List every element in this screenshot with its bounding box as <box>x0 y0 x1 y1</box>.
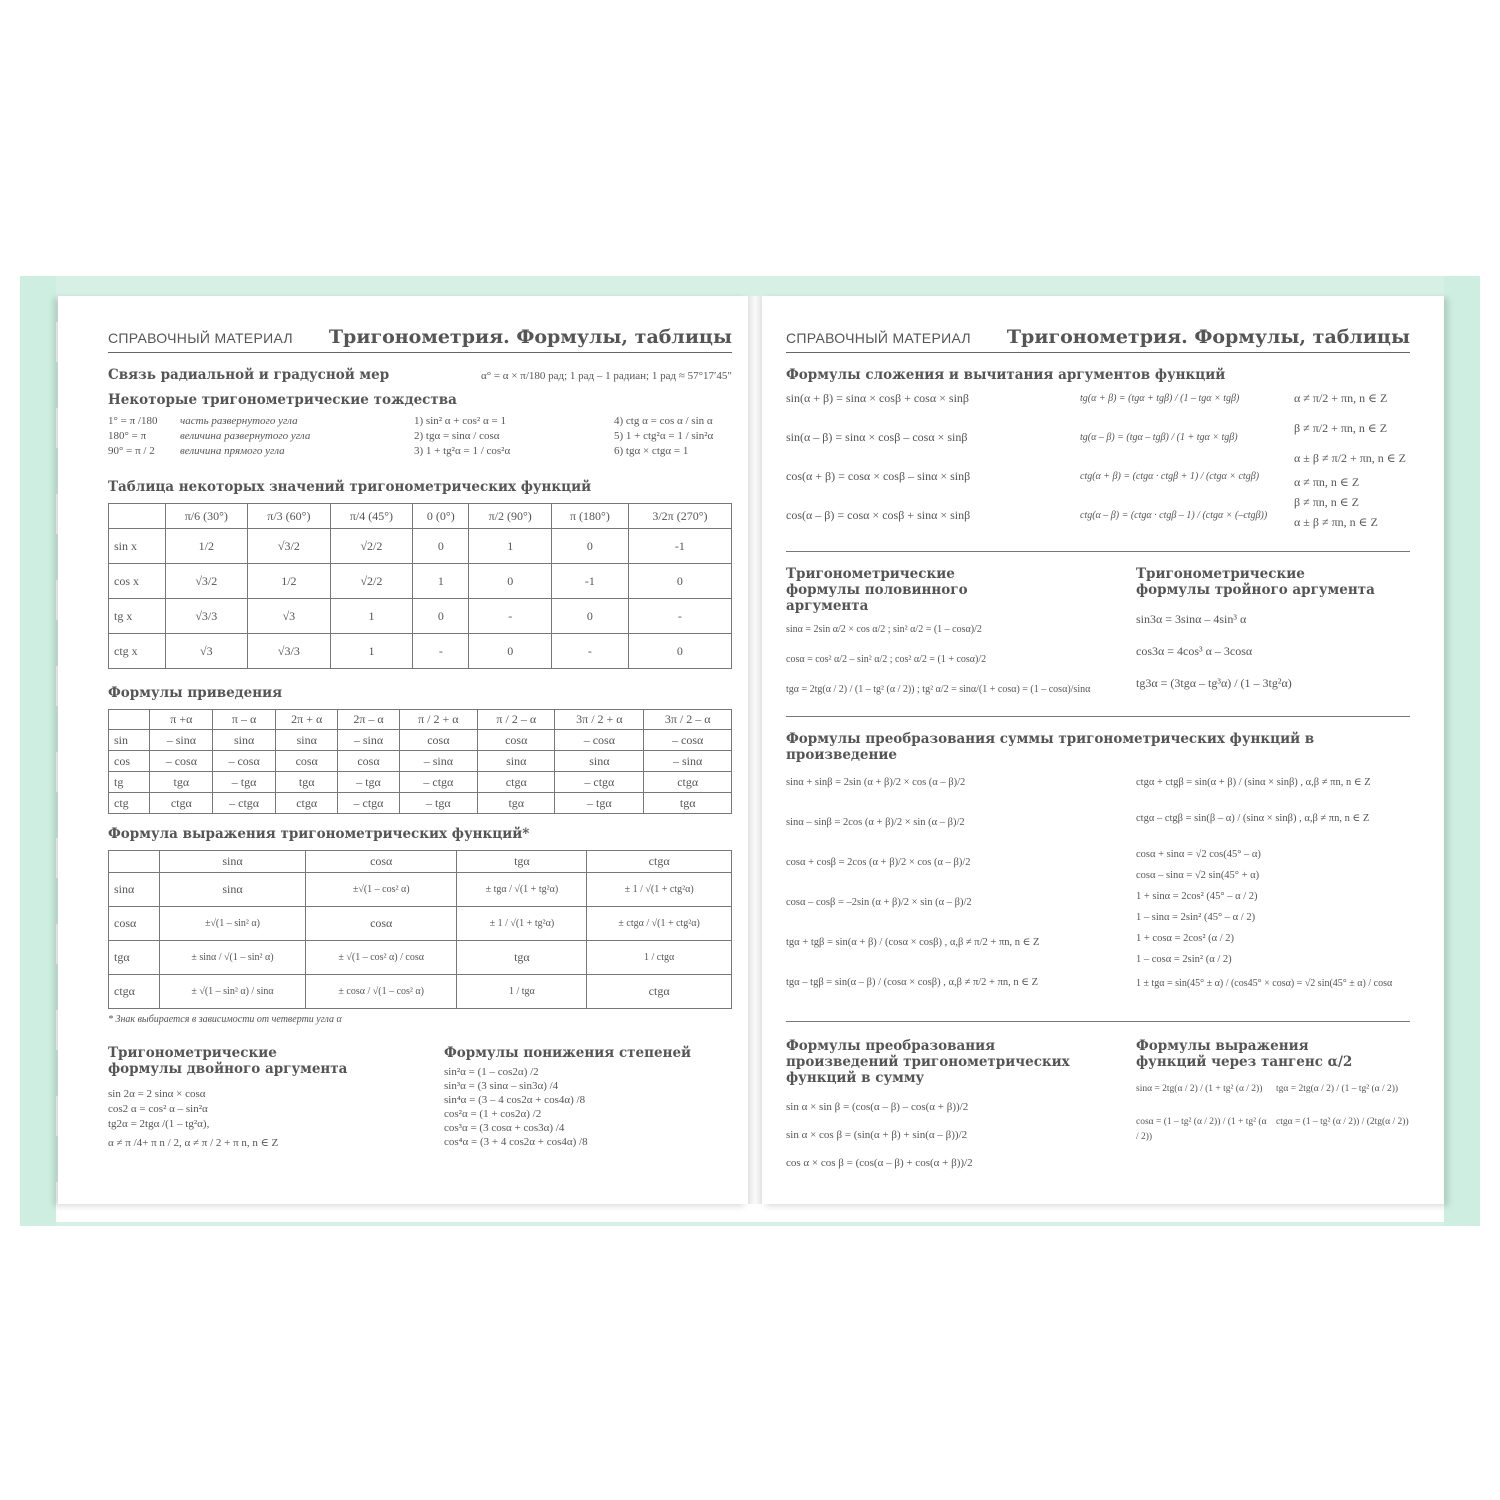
addition-col-1 <box>786 391 1080 547</box>
table-cell: – cosα <box>150 751 213 772</box>
table-cell: – cosα <box>644 730 732 751</box>
formula-line: cos³α = (3 cosα + cos3α) /4 <box>444 1122 565 1134</box>
table-header: π (180°) <box>551 504 628 529</box>
formula-line: tg2α = 2tgα /(1 – tg²α), <box>108 1118 210 1130</box>
table-cell: cos <box>109 751 150 772</box>
formula-line: tgα + tgβ = sin(α + β) / (cosα × cosβ) , α,β ≠ π/2 + πn, n ∈ Z <box>786 937 1040 948</box>
table-cell: 1 <box>330 634 413 669</box>
formula-line: cosα – cosβ = –2sin (α + β)/2 × sin (α – β)/2 <box>786 897 972 908</box>
table-cell: 0 <box>413 599 469 634</box>
table-cell: cosα <box>275 751 337 772</box>
radian-heading: Связь радиальной и градусной мер <box>108 367 390 383</box>
table-cell: ctgα <box>478 772 555 793</box>
radian-section <box>108 367 732 384</box>
table-cell: ctgα <box>109 975 160 1009</box>
page-header <box>786 326 1410 353</box>
formula-line: tgα = 2tg(α / 2) / (1 – tg² (α / 2)) ; tg² α/2 = sinα/(1 + cosα) = (1 – cosα)/sinα <box>786 684 1091 695</box>
table-cell: – ctgα <box>213 793 276 814</box>
formula-line: cos α × cos β = (cos(α – β) + cos(α + β))/2 <box>786 1157 973 1169</box>
table-cell: 1 <box>413 564 469 599</box>
table-header-row <box>109 504 732 529</box>
addition-block <box>786 391 1410 547</box>
formula-line: tg(α + β) = (tgα + tgβ) / (1 – tgα × tgβ) <box>1080 393 1240 404</box>
angle-desc: часть развернутого угла <box>180 415 298 427</box>
table-cell: – ctgα <box>399 772 478 793</box>
table-cell: -1 <box>628 529 731 564</box>
formula-line: sin⁴α = (3 – 4 cos2α + cos4α) /8 <box>444 1094 586 1106</box>
formula-line: tgα – tgβ = sin(α – β) / (cosα × cosβ) , α,β ≠ π/2 + πn, n ∈ Z <box>786 977 1039 988</box>
formula-line: cosα = (1 – tg² (α / 2)) / (1 + tg² (α / 2)) <box>1136 1117 1267 1142</box>
formula-line: sinα = 2sin α/2 × cos α/2 ; sin² α/2 = (1 – cosα)/2 <box>786 624 982 635</box>
table-cell: √2/2 <box>330 564 413 599</box>
section-label: СПРАВОЧНЫЙ МАТЕРИАЛ <box>786 330 971 346</box>
table-cell: √3/2 <box>248 529 331 564</box>
formula-line: sin 2α = 2 sinα × cosα <box>108 1088 206 1100</box>
reduction-table <box>108 709 732 814</box>
table-cell: tgα <box>150 772 213 793</box>
table-header: 0 (0°) <box>413 504 469 529</box>
formula-line: cos(α – β) = cosα × cosβ + sinα × sinβ <box>786 508 971 522</box>
radian-formula: α° = α × π/180 рад; 1 рад – 1 радиан; 1 рад ≈ 57°17′45″ <box>480 370 732 382</box>
angle-desc: величина развернутого угла <box>180 430 311 442</box>
formula-line: 1 + cosα = 2cos² (α / 2) <box>1136 933 1235 944</box>
addition-col-3 <box>1294 391 1406 547</box>
identity: 4) ctg α = cos α / sin α <box>614 415 713 427</box>
table-cell: 1/2 <box>248 564 331 599</box>
angle-value: 90° = π / 2 <box>108 445 155 457</box>
right-page <box>762 296 1444 1204</box>
half-tangent-heading: Формулы выражения функций через тангенс α/2 <box>1136 1038 1353 1070</box>
table-cell: - <box>628 599 731 634</box>
product-tangent-section <box>786 1038 1410 1184</box>
table-cell: – tgα <box>399 793 478 814</box>
formula-line: tg(α – β) = (tgα – tgβ) / (1 + tgα × tgβ) <box>1080 432 1238 443</box>
table-header: 3π / 2 – α <box>644 710 732 730</box>
table-header: 2π – α <box>338 710 399 730</box>
formula-line: sinα + sinβ = 2sin (α + β)/2 × cos (α – β)/2 <box>786 777 966 788</box>
formula-line: cos3α = 4cos³ α – 3cosα <box>1136 644 1253 658</box>
table-row <box>109 634 732 669</box>
formula-line: tg3α = (3tgα – tg³α) / (1 – 3tg²α) <box>1136 676 1292 690</box>
formula-line: sin³α = (3 sinα – sin3α) /4 <box>444 1080 559 1092</box>
angle-desc: величина прямого угла <box>180 445 285 457</box>
table-cell: – tgα <box>338 772 399 793</box>
table-cell: √3 <box>248 599 331 634</box>
formula-line: α ≠ π /4+ π n / 2, α ≠ π / 2 + π n, n ∈ Z <box>108 1137 279 1149</box>
values-table-heading: Таблица некоторых значений тригонометрических функций <box>108 479 592 495</box>
table-cell: cosα <box>305 907 457 941</box>
triple-arg-heading: Тригонометрические формулы тройного аргумента <box>1136 566 1375 598</box>
table-cell: ± √(1 – sin² α) / sinα <box>160 975 306 1009</box>
page-title: Тригонометрия. Формулы, таблицы <box>1006 326 1410 348</box>
table-cell: ctgα <box>275 793 337 814</box>
half-triple-section <box>786 566 1410 712</box>
section-label: СПРАВОЧНЫЙ МАТЕРИАЛ <box>108 330 293 346</box>
table-cell: – sinα <box>150 730 213 751</box>
table-cell: sinα <box>213 730 276 751</box>
left-page <box>58 296 748 1204</box>
formula-line: cos²α = (1 + cos2α) /2 <box>444 1108 542 1120</box>
table-cell: -1 <box>551 564 628 599</box>
power-section <box>444 1045 732 1151</box>
table-cell: – tgα <box>555 793 644 814</box>
table-cell: - <box>413 634 469 669</box>
angle-value: 180° = π <box>108 430 147 442</box>
table-cell: ± ctgα / √(1 + ctg²α) <box>587 907 732 941</box>
half-arg-heading: Тригонометрические формулы половинного аргумента <box>786 566 968 614</box>
table-header <box>109 504 166 529</box>
table-cell: 0 <box>551 529 628 564</box>
table-header: 2π + α <box>275 710 337 730</box>
formula-line: sinα = 2tg(α / 2) / (1 + tg² (α / 2)) <box>1136 1084 1263 1094</box>
formula-line: α ± β ≠ π/2 + πn, n ∈ Z <box>1294 451 1406 465</box>
table-cell: tgα <box>478 793 555 814</box>
identity: 2) tgα = sinα / cosα <box>414 430 500 442</box>
table-cell: sinα <box>555 751 644 772</box>
table-header: π – α <box>213 710 276 730</box>
table-cell: sinα <box>160 873 306 907</box>
sum-to-product-block <box>786 775 1410 1015</box>
table-row <box>109 941 732 975</box>
expression-heading: Формула выражения тригонометрических функций* <box>108 826 530 842</box>
addition-heading: Формулы сложения и вычитания аргументов функций <box>786 367 1226 383</box>
page-title: Тригонометрия. Формулы, таблицы <box>328 326 732 348</box>
formula-line: 1 + sinα = 2cos² (45° – α / 2) <box>1136 891 1258 902</box>
product-to-sum-heading: Формулы преобразования произведений тригонометрических функций в сумму <box>786 1038 1070 1086</box>
table-cell: cosα <box>109 907 160 941</box>
table-cell: sinα <box>109 873 160 907</box>
table-cell: – sinα <box>338 730 399 751</box>
identities-col-2 <box>414 414 614 459</box>
table-cell: cos x <box>109 564 166 599</box>
table-cell: √3/3 <box>248 634 331 669</box>
table-cell: 0 <box>551 599 628 634</box>
table-row <box>109 772 732 793</box>
table-cell: ± sinα / √(1 – sin² α) <box>160 941 306 975</box>
table-cell: 0 <box>469 634 552 669</box>
values-table <box>108 503 732 669</box>
table-cell: tgα <box>457 941 587 975</box>
formula-line: cosα + cosβ = 2cos (α + β)/2 × cos (α – β)/2 <box>786 857 971 868</box>
sum-to-product-col-1 <box>786 775 1136 1015</box>
table-header: π/6 (30°) <box>165 504 248 529</box>
table-cell: tgα <box>644 793 732 814</box>
table-cell: cosα <box>478 730 555 751</box>
product-to-sum-section <box>786 1038 1136 1184</box>
identity: 6) tgα × ctgα = 1 <box>614 445 689 457</box>
table-cell: √3/3 <box>165 599 248 634</box>
table-cell: tg <box>109 772 150 793</box>
table-cell: 0 <box>628 634 731 669</box>
table-cell: ctgα <box>644 772 732 793</box>
formula-line: sin3α = 3sinα – 4sin³ α <box>1136 612 1247 626</box>
formula-line: 1 – cosα = 2sin² (α / 2) <box>1136 954 1232 965</box>
identities-block <box>108 414 732 459</box>
table-cell: ±√(1 – sin² α) <box>160 907 306 941</box>
table-row <box>109 907 732 941</box>
table-cell: ± cosα / √(1 – cos² α) <box>305 975 457 1009</box>
formula-line: cos2 α = cos² α – sin²α <box>108 1103 208 1115</box>
table-cell: – sinα <box>644 751 732 772</box>
formula-line: sin α × sin β = (cos(α – β) – cos(α + β))/2 <box>786 1101 969 1113</box>
table-cell: cosα <box>399 730 478 751</box>
table-header: cosα <box>305 851 457 873</box>
table-cell: ± 1 / √(1 + tg²α) <box>457 907 587 941</box>
table-header: π / 2 + α <box>399 710 478 730</box>
divider <box>786 716 1410 717</box>
formula-line: ctg(α + β) = (ctgα · ctgβ + 1) / (ctgα × ctgβ) <box>1080 471 1260 482</box>
table-cell: ± tgα / √(1 + tg²α) <box>457 873 587 907</box>
table-header <box>109 851 160 873</box>
cover-edge-right <box>1444 276 1480 1226</box>
table-header: sinα <box>160 851 306 873</box>
table-cell: √3/2 <box>165 564 248 599</box>
formula-line: ctgα – ctgβ = sin(β – α) / (sinα × sinβ) , α,β ≠ πn, n ∈ Z <box>1136 813 1370 824</box>
identity: 5) 1 + ctg²α = 1 / sin²α <box>614 430 714 442</box>
table-cell: 1 <box>469 529 552 564</box>
formula-line: cos⁴α = (3 + 4 cos2α + cos4α) /8 <box>444 1136 588 1148</box>
table-header-row <box>109 851 732 873</box>
identity: 3) 1 + tg²α = 1 / cos²α <box>414 445 511 457</box>
formula-line: 1 ± tgα = sin(45° ± α) / (cos45° × cosα) = √2 sin(45° ± α) / cosα <box>1136 978 1393 989</box>
table-cell: tgα <box>275 772 337 793</box>
table-cell: ± 1 / √(1 + ctg²α) <box>587 873 732 907</box>
sum-to-product-col-2 <box>1136 775 1410 1015</box>
table-row <box>109 975 732 1009</box>
table-cell: ctgα <box>587 975 732 1009</box>
table-cell: ± √(1 – cos² α) / cosα <box>305 941 457 975</box>
table-cell: √2/2 <box>330 529 413 564</box>
table-cell: sin x <box>109 529 166 564</box>
table-cell: 1 / ctgα <box>587 941 732 975</box>
table-row <box>109 529 732 564</box>
table-cell: tg x <box>109 599 166 634</box>
table-cell: ctg <box>109 793 150 814</box>
table-header: π / 2 – α <box>478 710 555 730</box>
table-cell: sinα <box>275 730 337 751</box>
table-header: π/3 (60°) <box>248 504 331 529</box>
half-arg-section <box>786 566 1136 712</box>
table-cell: 0 <box>469 564 552 599</box>
table-row <box>109 793 732 814</box>
table-header-row <box>109 710 732 730</box>
formula-line: cos(α + β) = cosα × cosβ – sinα × sinβ <box>786 469 971 483</box>
table-cell: – cosα <box>213 751 276 772</box>
table-header <box>109 710 150 730</box>
angle-value: 1° = π /180 <box>108 415 158 427</box>
table-header: 3/2π (270°) <box>628 504 731 529</box>
formula-line: cosα = cos² α/2 – sin² α/2 ; cos² α/2 = (1 + cosα)/2 <box>786 654 987 665</box>
triple-arg-section <box>1136 566 1410 712</box>
table-header: π/2 (90°) <box>469 504 552 529</box>
table-header: ctgα <box>587 851 732 873</box>
table-cell: 0 <box>628 564 731 599</box>
table-row <box>109 599 732 634</box>
expression-table <box>108 850 732 1009</box>
divider <box>786 1021 1410 1022</box>
table-cell: ctgα <box>150 793 213 814</box>
table-header: π +α <box>150 710 213 730</box>
table-cell: – cosα <box>555 730 644 751</box>
table-header: π/4 (45°) <box>330 504 413 529</box>
table-row <box>109 751 732 772</box>
table-row <box>109 730 732 751</box>
table-cell: – sinα <box>399 751 478 772</box>
formula-line: cosα – sinα = √2 sin(45° + α) <box>1136 870 1260 881</box>
formula-line: sin(α – β) = sinα × cosβ – cosα × sinβ <box>786 430 968 444</box>
table-cell: √3 <box>165 634 248 669</box>
formula-line: tgα = 2tg(α / 2) / (1 – tg² (α / 2)) <box>1276 1084 1399 1094</box>
double-arg-section <box>108 1045 444 1151</box>
formula-line: ctg(α – β) = (ctgα · ctgβ – 1) / (ctgα × (–ctgβ)) <box>1080 510 1268 521</box>
formula-line: α ≠ π/2 + πn, n ∈ Z <box>1294 391 1388 405</box>
formula-line: ctgα + ctgβ = sin(α + β) / (sinα × sinβ) , α,β ≠ πn, n ∈ Z <box>1136 777 1371 788</box>
angle-values <box>108 414 414 459</box>
table-cell: ±√(1 – cos² α) <box>305 873 457 907</box>
page-header <box>108 326 732 353</box>
formula-line: β ≠ πn, n ∈ Z <box>1294 495 1359 509</box>
table-cell: sinα <box>478 751 555 772</box>
table-cell: 1/2 <box>165 529 248 564</box>
table-cell: ctg x <box>109 634 166 669</box>
table-cell: 0 <box>413 529 469 564</box>
table-row <box>109 564 732 599</box>
half-tangent-section <box>1136 1038 1410 1184</box>
table-cell: - <box>469 599 552 634</box>
table-cell: – ctgα <box>555 772 644 793</box>
power-heading: Формулы понижения степеней <box>444 1045 692 1061</box>
formula-line: sin(α + β) = sinα × cosβ + cosα × sinβ <box>786 391 970 405</box>
reduction-heading: Формулы приведения <box>108 685 283 701</box>
cover-edge-left <box>20 276 56 1226</box>
table-cell: tgα <box>109 941 160 975</box>
table-cell: – ctgα <box>338 793 399 814</box>
formula-line: α ± β ≠ πn, n ∈ Z <box>1294 515 1378 529</box>
formula-line: sinα – sinβ = 2cos (α + β)/2 × sin (α – β)/2 <box>786 817 965 828</box>
identities-heading: Некоторые тригонометрические тождества <box>108 392 457 408</box>
table-cell: - <box>551 634 628 669</box>
formula-line: sin²α = (1 – cos2α) /2 <box>444 1066 539 1078</box>
formula-line: β ≠ π/2 + πn, n ∈ Z <box>1294 421 1388 435</box>
formula-line: α ≠ πn, n ∈ Z <box>1294 475 1360 489</box>
formula-line: ctgα = (1 – tg² (α / 2)) / (2tg(α / 2)) <box>1276 1117 1409 1127</box>
sum-to-product-heading: Формулы преобразования суммы тригонометрических функций в произведение <box>786 731 1315 763</box>
book-spine <box>748 296 762 1204</box>
table-header: tgα <box>457 851 587 873</box>
formula-line: cosα + sinα = √2 cos(45° – α) <box>1136 849 1261 860</box>
table-header: 3π / 2 + α <box>555 710 644 730</box>
double-arg-heading: Тригонометрические формулы двойного аргумента <box>108 1045 348 1077</box>
addition-col-2 <box>1080 391 1294 547</box>
table-cell: sin <box>109 730 150 751</box>
formula-line: sin α × cos β = (sin(α + β) + sin(α – β))/2 <box>786 1129 968 1141</box>
formula-line: 1 – sinα = 2sin² (45° – α / 2) <box>1136 912 1256 923</box>
footnote: * Знак выбирается в зависимости от четверти угла α <box>108 1014 342 1025</box>
table-cell: 1 <box>330 599 413 634</box>
table-row <box>109 873 732 907</box>
divider <box>786 551 1410 552</box>
table-cell: 1 / tgα <box>457 975 587 1009</box>
identities-col-3 <box>614 414 713 459</box>
identity: 1) sin² α + cos² α = 1 <box>414 415 506 427</box>
table-cell: cosα <box>338 751 399 772</box>
table-cell: – tgα <box>213 772 276 793</box>
bottom-sections <box>108 1045 732 1151</box>
